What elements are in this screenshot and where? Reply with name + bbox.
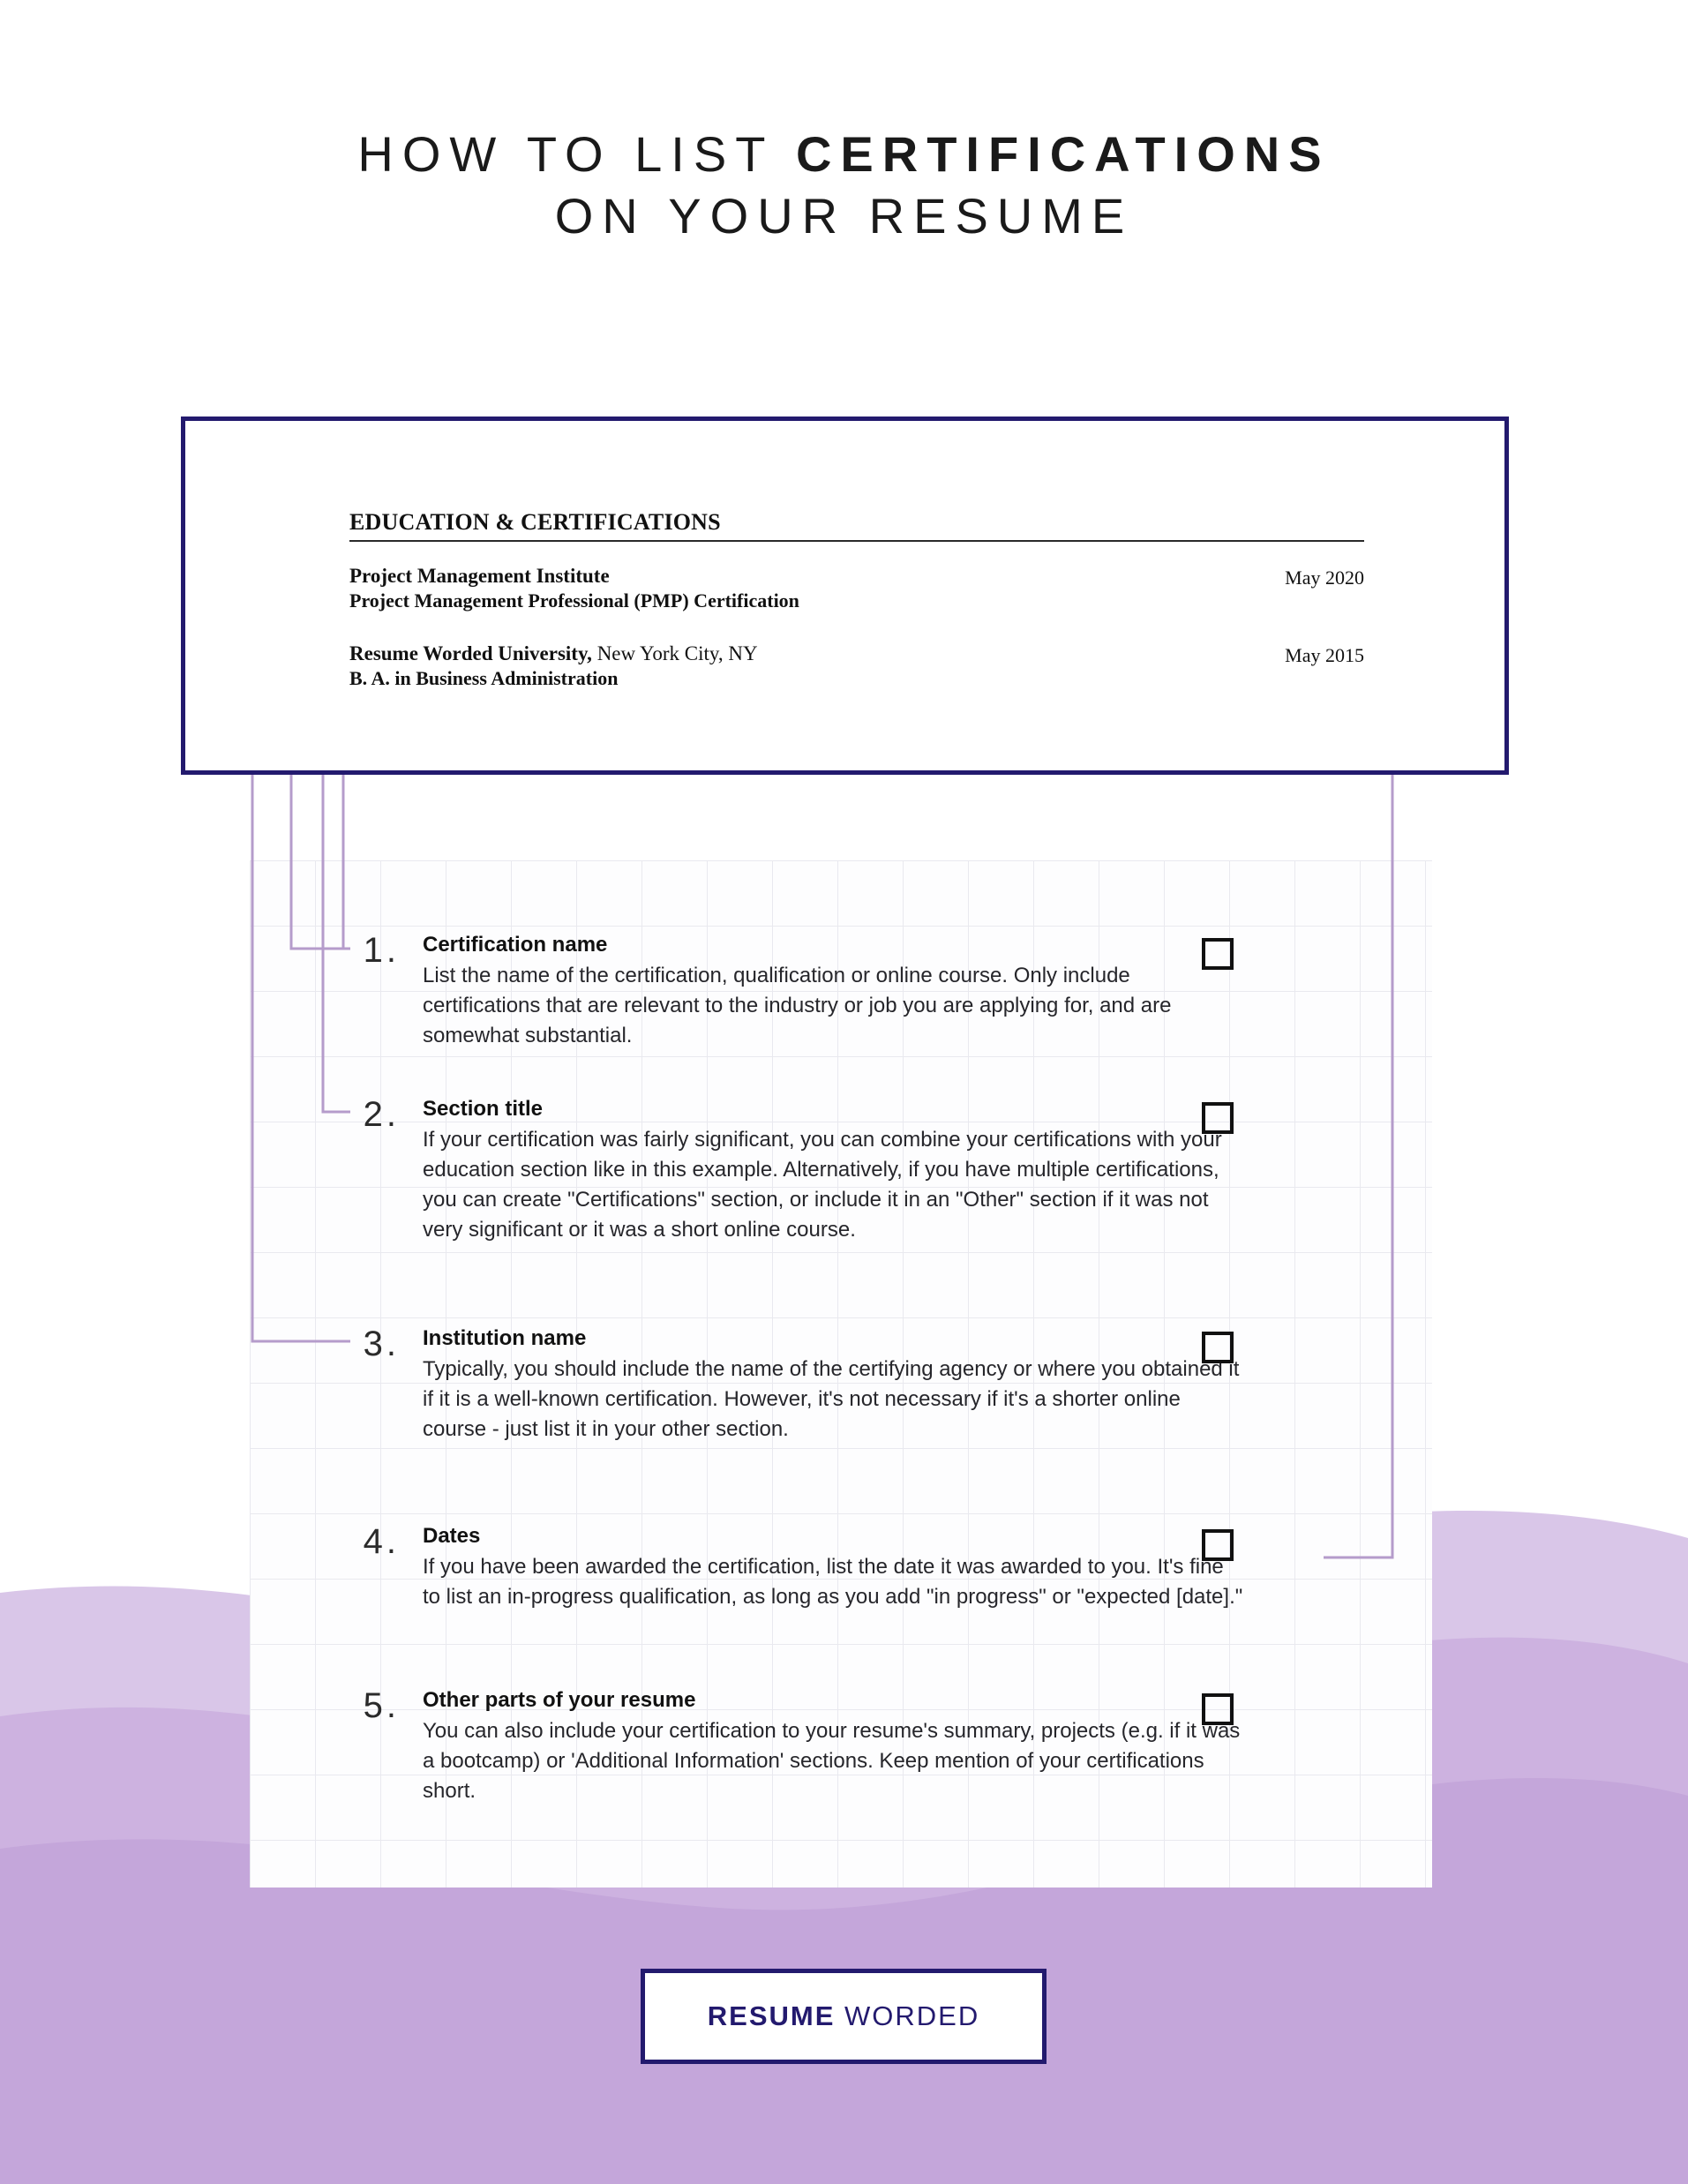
page-title-line1 [0,124,1688,185]
tip-heading-4: Dates [423,1524,481,1548]
resume-entry-credential: Project Management Professional (PMP) Certification [349,589,799,612]
tip-item-4 [347,1524,1344,1612]
resume-entry-education [349,642,1364,690]
page-title-line2: ON YOUR RESUME [554,188,1134,244]
tip-text-5: You can also include your certification to your resume's summary, projects (e.g. if it was a bootcamp) or 'Additional Information' sections. Keep mention of your certifications short. [423,1718,1241,1803]
tip-item-2 [347,1097,1344,1245]
resume-entry-school [349,642,1364,665]
resume-entry-institution-text: Project Management Institute [349,565,610,587]
tip-checkbox-3[interactable] [1202,1332,1234,1363]
resume-sample-box [181,417,1509,775]
tip-body-2 [423,1097,1243,1245]
brand-logo-normal: WORDED [835,2000,980,2031]
tip-checkbox-1[interactable] [1202,938,1234,970]
brand-logo-bold: RESUME [707,2000,836,2031]
tip-heading-5: Other parts of your resume [423,1688,696,1712]
resume-entry-date: May 2020 [1285,567,1364,589]
tip-number-4: 4. [363,1522,400,1561]
tip-text-4: If you have been awarded the certification, list the date it was awarded to you. It's fine to list an in-progress qualification, as long as you add "in progress" or "expected [date]." [423,1554,1243,1609]
tip-body-5 [423,1688,1243,1806]
page-title-line1-plain: HOW TO LIST [357,126,796,182]
tip-number-2: 2. [363,1095,400,1134]
tip-text-1: List the name of the certification, qualification or online course. Only include certifications that are relevant to the industry or job you are applying for, and are somewhat substantial. [423,963,1172,1047]
resume-entry-education-date: May 2015 [1285,644,1364,666]
tip-checkbox-4[interactable] [1202,1529,1234,1561]
tip-number-3: 3. [363,1325,400,1363]
resume-entry-school-location: New York City, NY [591,642,758,664]
tip-number-1: 1. [363,931,400,970]
tip-heading-3: Institution name [423,1326,587,1350]
tip-heading-2: Section title [423,1097,544,1121]
page-title [0,124,1688,247]
brand-logo[interactable] [641,1969,1047,2064]
resume-entry-institution [349,565,1364,588]
tip-body-1 [423,933,1243,1051]
tip-item-5 [347,1688,1344,1806]
resume-entry-degree: B. A. in Business Administration [349,667,619,689]
tip-body-4 [423,1524,1243,1612]
tip-heading-1: Certification name [423,933,608,957]
tip-item-1 [347,933,1344,1051]
tip-text-3: Typically, you should include the name of the certifying agency or where you obtained it if it is a well-known certification. However, it's not necessary if it's a shorter online course - just list it in your other section. [423,1356,1240,1441]
tip-checkbox-5[interactable] [1202,1693,1234,1725]
resume-entry-certification [349,565,1364,612]
tip-text-2: If your certification was fairly significant, you can combine your certifications with your education section like in this example. Alternatively, if you have multiple certifications, you can create "Certifications" section, or include it in an "Other" section if it was not very significant or it was a short online course. [423,1127,1222,1242]
resume-sample-content [349,509,1364,690]
tip-body-3 [423,1326,1243,1445]
tip-number-5: 5. [363,1686,400,1725]
brand-logo-text [708,2000,979,2032]
page-title-line1-bold: CERTIFICATIONS [795,126,1331,182]
resume-entry-school-text: Resume Worded University, [349,642,592,664]
tip-item-3 [347,1326,1344,1445]
resume-heading-rule [349,540,1364,542]
resume-section-heading: EDUCATION & CERTIFICATIONS [349,509,721,535]
tip-checkbox-2[interactable] [1202,1102,1234,1134]
